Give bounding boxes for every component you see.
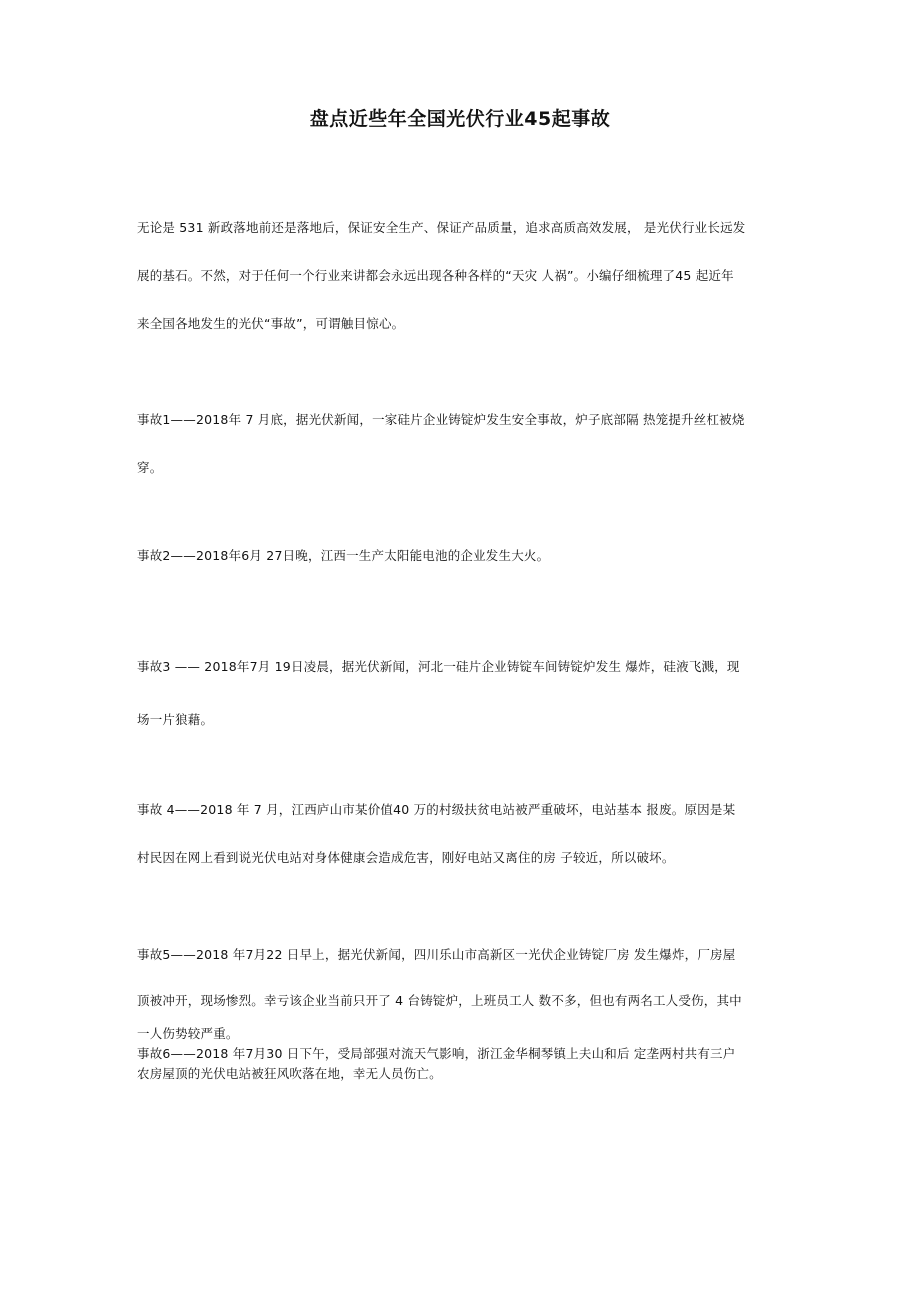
accident-6-line: 事故6——2018 年7月30 日下午，受局部强对流天气影响，浙江金华桐琴镇上夫山和后 定垄两村共有三户: [137, 1046, 736, 1061]
accident-3-line: 事故3 —— 2018年7月 19日凌晨，据光伏新闻，河北一硅片企业铸锭车间铸锭炉发生 爆炸，硅液飞溅，现: [137, 659, 740, 674]
accident-4-line: 事故 4——2018 年 7 月，江西庐山市某价值40 万的村级扶贫电站被严重破坏，电站基本 报废。原因是某: [137, 802, 736, 817]
accident-5-paragraph: [137, 932, 787, 1024]
accident-6-paragraph: [137, 1044, 787, 1084]
accident-4-line: 村民因在网上看到说光伏电站对身体健康会造成危害，刚好电站又离住的房 子较近，所以破坏。: [137, 850, 675, 865]
accident-4-paragraph: [137, 786, 787, 882]
intro-line: 来全国各地发生的光伏“事故”，可谓触目惊心。: [137, 316, 405, 331]
document-title: 盘点近些年全国光伏行业45起事故: [309, 108, 611, 130]
accident-3-line: 场一片狼藉。: [137, 712, 214, 727]
accident-1-paragraph: [137, 396, 787, 492]
intro-paragraph: [137, 204, 787, 348]
accident-5-line: 事故5——2018 年7月22 日早上，据光伏新闻，四川乐山市高新区一光伏企业铸锭厂房 发生爆炸，厂房屋: [137, 947, 736, 962]
accident-1-line: 穿。: [137, 460, 163, 475]
intro-line: 无论是 531 新政落地前还是落地后，保证安全生产、保证产品质量，追求高质高效发展， 是光伏行业长远发: [137, 220, 746, 235]
accident-5-line: 一人伤势较严重。: [137, 1026, 239, 1041]
accident-2-line: 事故2——2018年6月 27日晚，江西一生产太阳能电池的企业发生大火。: [137, 548, 550, 563]
accident-3-paragraph: [137, 640, 787, 746]
intro-line: 展的基石。不然，对于任何一个行业来讲都会永远出现各种各样的“天灾 人祸”。小编仔细梳理了45 起近年: [137, 268, 734, 283]
accident-5-line: 顶被冲开，现场惨烈。幸亏该企业当前只开了 4 台铸锭炉，上班员工人 数不多，但也有两名工人受伤，其中: [137, 993, 742, 1008]
accident-1-line: 事故1——2018年 7 月底，据光伏新闻，一家硅片企业铸锭炉发生安全事故，炉子底部隔 热笼提升丝杠被烧: [137, 412, 745, 427]
accident-2-paragraph: [137, 544, 787, 568]
accident-6-line: 农房屋顶的光伏电站被狂风吹落在地，幸无人员伤亡。: [137, 1066, 442, 1081]
accident-5-paragraph-end: [137, 1022, 787, 1046]
